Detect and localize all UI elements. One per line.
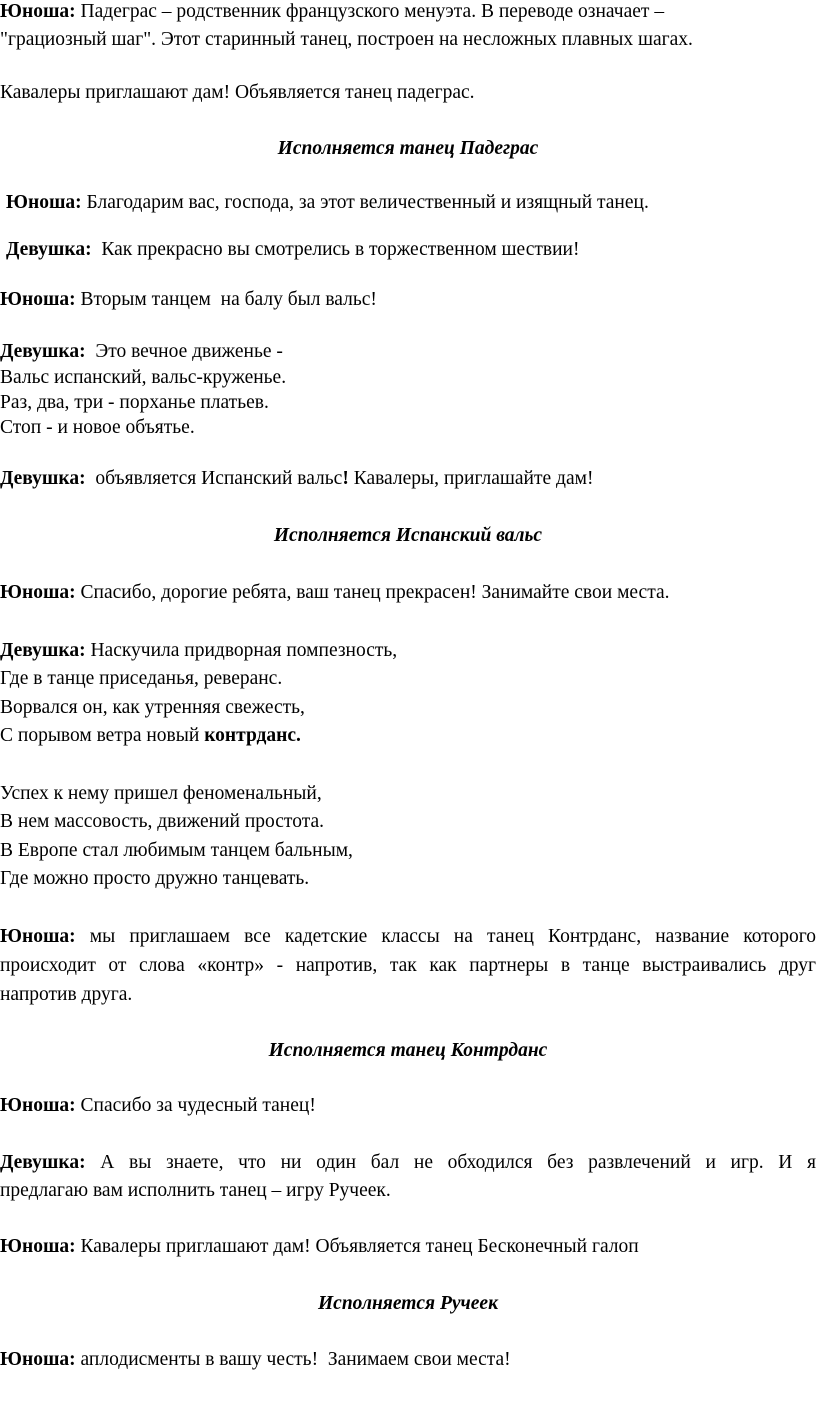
speaker-label: Юноша: bbox=[0, 1236, 76, 1257]
line-text: Это вечное движенье - bbox=[85, 341, 283, 362]
line-text: Вальс испанский, вальс-круженье. bbox=[0, 367, 287, 388]
paragraph-line bbox=[0, 191, 649, 215]
speaker-label: Юноша: bbox=[0, 1, 76, 22]
line-text: напротив друга. bbox=[0, 984, 133, 1005]
speaker-label: Юноша: bbox=[0, 1095, 76, 1116]
speaker-label: Юноша: bbox=[0, 1349, 76, 1370]
paragraph-line bbox=[0, 925, 816, 949]
speaker-label: Девушка: bbox=[0, 1152, 86, 1173]
section-heading bbox=[0, 137, 816, 161]
heading-text: Исполняется Испанский вальс bbox=[273, 525, 543, 546]
speaker-label: Девушка: bbox=[0, 468, 86, 489]
line-text: Где в танце приседанья, реверанс. bbox=[0, 668, 283, 689]
poem-line bbox=[0, 867, 309, 891]
line-text: объявляется Испанский вальс bbox=[85, 468, 343, 489]
line-text: Наскучила придворная помпезность, bbox=[85, 640, 398, 661]
paragraph-line bbox=[0, 983, 132, 1007]
line-text: Успех к нему пришел феноменальный, bbox=[0, 783, 322, 804]
paragraph-line bbox=[0, 28, 693, 52]
line-text: Ворвался он, как утренняя свежесть, bbox=[0, 697, 305, 718]
poem-line bbox=[0, 340, 283, 364]
speaker-label: Девушка: bbox=[0, 341, 86, 362]
paragraph-line bbox=[0, 581, 670, 605]
line-text: Спасибо за чудесный танец! bbox=[75, 1095, 316, 1116]
paragraph-line bbox=[0, 1179, 391, 1203]
line-text: Кавалеры приглашают дам! Объявляется танец падеграс. bbox=[0, 82, 475, 103]
line-text: "грациозный шаг". Этот старинный танец, построен на несложных плавных шагах. bbox=[0, 29, 693, 50]
poem-line bbox=[0, 639, 397, 663]
paragraph-line bbox=[0, 954, 816, 978]
line-text: происходит от слова «контр» - напротив, так как партнеры в танце выстраивались друг bbox=[0, 955, 816, 976]
speaker-label: Юноша: bbox=[0, 926, 76, 947]
line-text: предлагаю вам исполнить танец – игру Ручеек. bbox=[0, 1180, 391, 1201]
heading-text: Исполняется танец Падеграс bbox=[277, 138, 539, 159]
poem-line bbox=[0, 810, 324, 834]
line-text: А вы знаете, что ни один бал не обходился без развлечений и игр. И я bbox=[85, 1152, 816, 1173]
section-heading bbox=[0, 524, 816, 548]
line-text: В Европе стал любимым танцем бальным, bbox=[0, 840, 353, 861]
line-text: Благодарим вас, господа, за этот величественный и изящный танец. bbox=[81, 192, 649, 213]
speaker-label: Девушка: bbox=[6, 239, 92, 260]
line-text: Падеграс – родственник французского менуэта. В переводе означает – bbox=[75, 1, 665, 22]
line-text: Кавалеры приглашают дам! Объявляется танец Бесконечный галоп bbox=[75, 1236, 639, 1257]
heading-text: Исполняется Ручеек bbox=[318, 1293, 498, 1314]
poem-line bbox=[0, 416, 195, 440]
line-text: В нем массовость, движений простота. bbox=[0, 811, 324, 832]
emphasized-word: контрданс. bbox=[204, 725, 301, 746]
poem-line bbox=[0, 391, 269, 415]
exclamation-mark: ! bbox=[342, 468, 349, 489]
line-text: Где можно просто дружно танцевать. bbox=[0, 868, 310, 889]
line-text: С порывом ветра новый bbox=[0, 725, 205, 746]
paragraph-line bbox=[0, 467, 593, 491]
section-heading bbox=[0, 1292, 816, 1316]
paragraph-line bbox=[0, 1348, 511, 1372]
poem-line bbox=[0, 839, 353, 863]
line-text: Стоп - и новое объятье. bbox=[0, 417, 195, 438]
paragraph-line bbox=[0, 81, 475, 105]
line-text: Раз, два, три - порханье платьев. bbox=[0, 392, 269, 413]
poem-line bbox=[0, 667, 282, 691]
poem-line bbox=[0, 696, 305, 720]
line-text: Как прекрасно вы смотрелись в торжественном шествии! bbox=[91, 239, 580, 260]
poem-line bbox=[0, 782, 322, 806]
poem-line bbox=[0, 724, 301, 748]
speaker-label: Юноша: bbox=[0, 582, 76, 603]
speaker-label: Девушка: bbox=[0, 640, 86, 661]
poem-line bbox=[0, 366, 286, 390]
line-text: Вторым танцем на балу был вальс! bbox=[75, 289, 377, 310]
paragraph-line bbox=[0, 1235, 639, 1259]
paragraph-line bbox=[0, 1151, 816, 1175]
paragraph-line bbox=[0, 238, 579, 262]
paragraph-line bbox=[0, 1094, 316, 1118]
line-text: Кавалеры, приглашайте дам! bbox=[348, 468, 594, 489]
line-text: аплодисменты в вашу честь! Занимаем свои места! bbox=[75, 1349, 511, 1370]
paragraph-line bbox=[0, 288, 377, 312]
paragraph-line bbox=[0, 0, 664, 24]
heading-text: Исполняется танец Контрданс bbox=[268, 1040, 548, 1061]
speaker-label: Юноша: bbox=[6, 192, 82, 213]
speaker-label: Юноша: bbox=[0, 289, 76, 310]
line-text: мы приглашаем все кадетские классы на танец Контрданс, название которого bbox=[75, 926, 816, 947]
line-text: Спасибо, дорогие ребята, ваш танец прекрасен! Занимайте свои места. bbox=[75, 582, 670, 603]
section-heading bbox=[0, 1039, 816, 1063]
